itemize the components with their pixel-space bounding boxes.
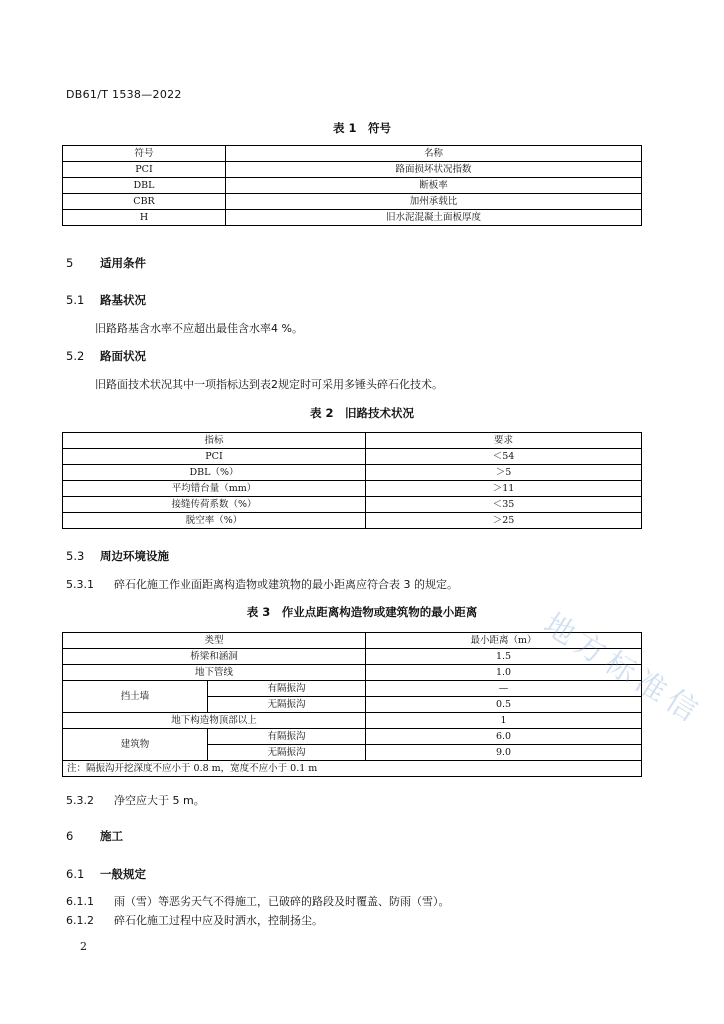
table-cell: 无隔振沟 xyxy=(208,697,366,713)
table-note: 注：隔振沟开挖深度不应小于 0.8 m，宽度不应小于 0.1 m xyxy=(63,761,642,777)
table-cell: ＞11 xyxy=(366,481,642,497)
table-cell: 接缝传荷系数（%） xyxy=(63,497,366,513)
table-cell: 加州承载比 xyxy=(226,194,642,210)
table-note-row xyxy=(63,761,642,777)
table-row xyxy=(63,465,642,481)
table-cell: — xyxy=(366,681,642,697)
table-row xyxy=(63,481,642,497)
table-cell: 有隔振沟 xyxy=(208,729,366,745)
section-number: 5.2 xyxy=(66,349,85,363)
document-id: DB61/T 1538—2022 xyxy=(66,88,182,101)
table-header-row xyxy=(63,146,642,162)
table-row xyxy=(63,729,642,745)
section-title: 施工 xyxy=(100,829,123,843)
section-5-3-1 xyxy=(66,576,458,592)
table-header-cell: 最小距离（m） xyxy=(366,633,642,649)
table-header-row xyxy=(63,433,642,449)
table-row xyxy=(63,210,642,226)
table1-caption: 表 1 符号 xyxy=(332,121,391,135)
section-5-3-heading xyxy=(66,548,169,564)
table-cell: 路面损坏状况指数 xyxy=(226,162,642,178)
section-title: 路面状况 xyxy=(100,349,146,363)
table-cell: 无隔振沟 xyxy=(208,745,366,761)
table-header-cell: 指标 xyxy=(63,433,366,449)
section-number: 6.1.2 xyxy=(66,914,94,927)
table-cell: 脱空率（%） xyxy=(63,513,366,529)
section-6-1-1 xyxy=(66,893,450,909)
section-5-heading xyxy=(66,255,146,271)
section-title: 一般规定 xyxy=(100,867,146,881)
table-cell: 6.0 xyxy=(366,729,642,745)
section-body: 碎石化施工作业面距离构造物或建筑物的最小距离应符合表 3 的规定。 xyxy=(114,578,458,591)
section-5-2-body: 旧路面技术状况其中一项指标达到表2规定时可采用多锤头碎石化技术。 xyxy=(95,378,443,391)
table-row xyxy=(63,497,642,513)
table-row xyxy=(63,713,642,729)
table-cell: 平均错台量（mm） xyxy=(63,481,366,497)
section-number: 6.1.1 xyxy=(66,895,94,908)
table2-caption: 表 2 旧路技术状况 xyxy=(309,406,414,420)
page-number: 2 xyxy=(80,940,87,953)
section-title: 适用条件 xyxy=(100,256,146,270)
table-row xyxy=(63,449,642,465)
section-6-1-2 xyxy=(66,912,323,928)
table-row xyxy=(63,178,642,194)
table-cell: 挡土墙 xyxy=(63,681,208,713)
table-cell: PCI xyxy=(63,162,226,178)
watermark: 地方标准信 xyxy=(537,606,709,732)
table-cell: ＜35 xyxy=(366,497,642,513)
table-cell: 旧水泥混凝土面板厚度 xyxy=(226,210,642,226)
section-6-1-heading xyxy=(66,866,146,882)
table-row xyxy=(63,513,642,529)
table-row xyxy=(63,681,642,697)
section-number: 5.3 xyxy=(66,549,85,563)
section-body: 雨（雪）等恶劣天气不得施工，已破碎的路段及时覆盖、防雨（雪）。 xyxy=(114,895,450,908)
table-header-cell: 类型 xyxy=(63,633,366,649)
table-cell: H xyxy=(63,210,226,226)
section-number: 6 xyxy=(66,829,74,843)
table-row xyxy=(63,162,642,178)
table-header-cell: 符号 xyxy=(63,146,226,162)
table-header-cell: 要求 xyxy=(366,433,642,449)
section-number: 5.3.2 xyxy=(66,794,94,807)
table-cell: ＜54 xyxy=(366,449,642,465)
table-cell: 地下管线 xyxy=(63,665,366,681)
section-number: 5 xyxy=(66,256,74,270)
table-cell: CBR xyxy=(63,194,226,210)
table-cell: 地下构造物顶部以上 xyxy=(63,713,366,729)
table-cell: DBL（%） xyxy=(63,465,366,481)
section-number: 5.3.1 xyxy=(66,578,94,591)
table-cell: DBL xyxy=(63,178,226,194)
section-title: 周边环境设施 xyxy=(100,549,169,563)
table3 xyxy=(62,632,642,777)
section-title: 路基状况 xyxy=(100,293,146,307)
table1 xyxy=(62,145,642,226)
table-cell: 建筑物 xyxy=(63,729,208,761)
table-cell: 0.5 xyxy=(366,697,642,713)
section-5-1-body: 旧路路基含水率不应超出最佳含水率4 %。 xyxy=(95,322,303,335)
section-6-heading xyxy=(66,828,123,844)
table-cell: 1.0 xyxy=(366,665,642,681)
table-row xyxy=(63,649,642,665)
table-cell: 断板率 xyxy=(226,178,642,194)
section-5-3-2 xyxy=(66,792,205,808)
table-cell: 有隔振沟 xyxy=(208,681,366,697)
table2 xyxy=(62,432,642,529)
section-5-2-heading xyxy=(66,348,146,364)
section-body: 碎石化施工过程中应及时洒水，控制扬尘。 xyxy=(114,914,323,927)
table-cell: 1.5 xyxy=(366,649,642,665)
section-number: 5.1 xyxy=(66,293,85,307)
table-cell: ＞25 xyxy=(366,513,642,529)
table-cell: PCI xyxy=(63,449,366,465)
table-row xyxy=(63,194,642,210)
table-cell: ＞5 xyxy=(366,465,642,481)
table-cell: 桥梁和涵洞 xyxy=(63,649,366,665)
table-cell: 9.0 xyxy=(366,745,642,761)
section-body: 净空应大于 5 m。 xyxy=(114,794,205,807)
section-number: 6.1 xyxy=(66,867,85,881)
table-cell: 1 xyxy=(366,713,642,729)
section-5-1-heading xyxy=(66,292,146,308)
table-row xyxy=(63,665,642,681)
table-header-cell: 名称 xyxy=(226,146,642,162)
table3-caption: 表 3 作业点距离构造物或建筑物的最小距离 xyxy=(246,605,478,619)
